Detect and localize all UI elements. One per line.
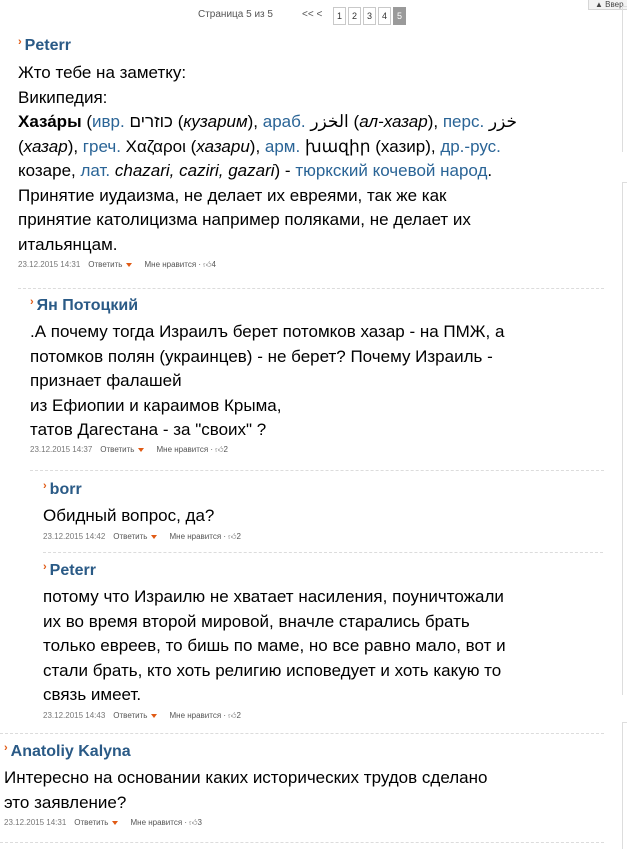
- wiki-line-3: козаре, лат. chazari, caziri, gazari) - тюркский кочевой народ.: [18, 161, 493, 180]
- comment: [43, 480, 603, 543]
- comment-text: [18, 61, 618, 257]
- comment-text: [43, 585, 613, 708]
- comment-line: потому что Израилю не хватает насиления, поуничтожали: [43, 587, 504, 606]
- divider: [43, 552, 603, 553]
- comment-line: .А почему тогда Израилъ берет потомков хазар - на ПМЖ, а: [30, 322, 505, 341]
- author-name[interactable]: Peterr: [49, 562, 96, 579]
- comment-line: их во время второй мировой, вначле старались брать: [43, 611, 470, 631]
- divider: [30, 470, 604, 471]
- comment-text: [30, 320, 610, 443]
- reply-button[interactable]: Ответить: [74, 817, 118, 829]
- thumbs-up-icon: 👍︎: [203, 260, 212, 269]
- arrow-icon: ›: [30, 296, 34, 308]
- page-link-3[interactable]: 3: [363, 7, 376, 25]
- arrow-icon: ›: [43, 480, 47, 492]
- page-link-current[interactable]: 5: [393, 7, 406, 25]
- pagination: [0, 7, 627, 25]
- author-name[interactable]: borr: [49, 481, 82, 498]
- page-link-2[interactable]: 2: [348, 7, 361, 25]
- page-info: Страница 5 из 5: [198, 9, 273, 20]
- like-button[interactable]: Мне нравится · 👍︎2: [169, 531, 241, 541]
- like-button[interactable]: Мне нравится · 👍︎3: [130, 818, 202, 827]
- comment-meta: [4, 817, 614, 829]
- comment-author[interactable]: [18, 36, 618, 56]
- wiki-link[interactable]: лат.: [80, 161, 111, 180]
- chevron-down-icon: [138, 448, 144, 452]
- wiki-link[interactable]: перс.: [442, 112, 485, 131]
- like-count: 3: [197, 818, 202, 827]
- author-name[interactable]: Ян Потоцкий: [36, 297, 139, 314]
- comment-line: Обидный вопрос, да?: [43, 506, 215, 525]
- comment-text: [43, 504, 603, 529]
- like-count: 2: [236, 531, 241, 541]
- comment-line: только евреев, то бишь по маме, но все равно мало, вот и: [43, 636, 506, 655]
- comment-line: это заявление?: [4, 792, 127, 812]
- divider: [18, 288, 604, 289]
- comment-line: татов Дагестана - за "своих" ?: [30, 420, 267, 439]
- comment-author[interactable]: [4, 742, 614, 762]
- page-link-4[interactable]: 4: [378, 7, 391, 25]
- prev-page-link[interactable]: << <: [302, 9, 323, 20]
- comment: [43, 561, 613, 722]
- arrow-icon: ›: [4, 742, 8, 754]
- side-panel-edge: [622, 182, 627, 695]
- comment-line: из Ефиопии и караимов Крыма,: [30, 395, 282, 415]
- thumbs-up-icon: 👍︎: [228, 710, 237, 720]
- author-name[interactable]: Anatoliy Kalyna: [10, 743, 131, 760]
- author-name[interactable]: Peterr: [24, 37, 71, 54]
- comment-author[interactable]: [43, 480, 603, 500]
- like-count: 2: [236, 710, 241, 720]
- comment: [4, 742, 614, 829]
- comment: [30, 296, 610, 456]
- comment-line: Википедия:: [18, 87, 108, 107]
- comment-line: связь имеет.: [43, 685, 142, 704]
- reply-button[interactable]: Ответить: [88, 259, 132, 271]
- comment-line: итальянцам.: [18, 234, 118, 254]
- comment-date: 23.12.2015 14:43: [43, 710, 106, 720]
- page-links: [333, 7, 406, 25]
- comment-line: потомков полян (украинцев) - не берет? Почему Израиль -: [30, 346, 493, 366]
- wiki-line-2: (хазар), греч. Χαζαροι (хазари), арм. խազիր (хазир), др.-рус.: [18, 136, 501, 156]
- thumbs-up-icon: 👍︎: [228, 531, 237, 541]
- side-panel-edge: [622, 6, 627, 152]
- comment-meta: [43, 531, 603, 543]
- wiki-link[interactable]: греч.: [82, 136, 121, 156]
- scroll-up-button[interactable]: ▲ Ввер: [588, 0, 627, 10]
- comment-meta: [43, 710, 613, 722]
- wiki-term: Хаза́ры: [18, 112, 82, 131]
- comment-author[interactable]: [43, 561, 613, 581]
- comment-line: принятие католицизма например поляками, не делает их: [18, 210, 471, 229]
- comment-text: [4, 766, 614, 815]
- like-count: 4: [211, 260, 216, 269]
- wiki-line-1: Хаза́ры (ивр. כוזרים (кузарим), араб. الخزر (ал-хазар), перс. خزر: [18, 112, 518, 131]
- comment-line: стали брать, кто хоть религию исповедует и хоть какую то: [43, 660, 502, 680]
- comment-date: 23.12.2015 14:31: [18, 260, 81, 269]
- like-button[interactable]: Мне нравится · 👍︎4: [144, 260, 216, 269]
- wiki-link[interactable]: арм.: [264, 136, 301, 156]
- divider: [0, 733, 604, 734]
- comment-line: Жто тебе на заметку:: [18, 63, 187, 82]
- chevron-down-icon: [151, 714, 157, 718]
- reply-button[interactable]: Ответить: [113, 710, 157, 722]
- comment-line: Интересно на основании каких исторических трудов сделано: [4, 768, 488, 787]
- wiki-link[interactable]: ивр.: [91, 112, 125, 131]
- chevron-down-icon: [126, 263, 132, 267]
- divider: [0, 842, 604, 843]
- arrow-icon: ›: [18, 36, 22, 48]
- chevron-down-icon: [112, 821, 118, 825]
- comment-line: признает фалашей: [30, 371, 182, 390]
- arrow-icon: ›: [43, 561, 47, 573]
- wiki-link[interactable]: тюркский кочевой народ: [295, 161, 488, 180]
- side-panel-edge: [622, 722, 627, 849]
- comment-meta: [18, 259, 618, 271]
- reply-button[interactable]: Ответить: [100, 444, 144, 456]
- thumbs-up-icon: 👍︎: [215, 444, 224, 454]
- like-count: 2: [223, 444, 228, 454]
- wiki-link[interactable]: др.-рус.: [440, 136, 501, 156]
- thumbs-up-icon: 👍︎: [189, 818, 198, 827]
- like-button[interactable]: Мне нравится · 👍︎2: [156, 444, 228, 454]
- comment-author[interactable]: [30, 296, 610, 316]
- comment-meta: [30, 444, 610, 456]
- comment-date: 23.12.2015 14:37: [30, 444, 93, 454]
- comment-date: 23.12.2015 14:31: [4, 818, 67, 827]
- comment-line: Принятие иудаизма, не делает их евреями, так же как: [18, 185, 447, 205]
- reply-button[interactable]: Ответить: [113, 531, 157, 543]
- chevron-down-icon: [151, 535, 157, 539]
- comment: [18, 36, 618, 271]
- page-link-1[interactable]: 1: [333, 7, 346, 25]
- comment-date: 23.12.2015 14:42: [43, 531, 106, 541]
- like-button[interactable]: Мне нравится · 👍︎2: [169, 710, 241, 720]
- wiki-link[interactable]: араб.: [262, 112, 306, 131]
